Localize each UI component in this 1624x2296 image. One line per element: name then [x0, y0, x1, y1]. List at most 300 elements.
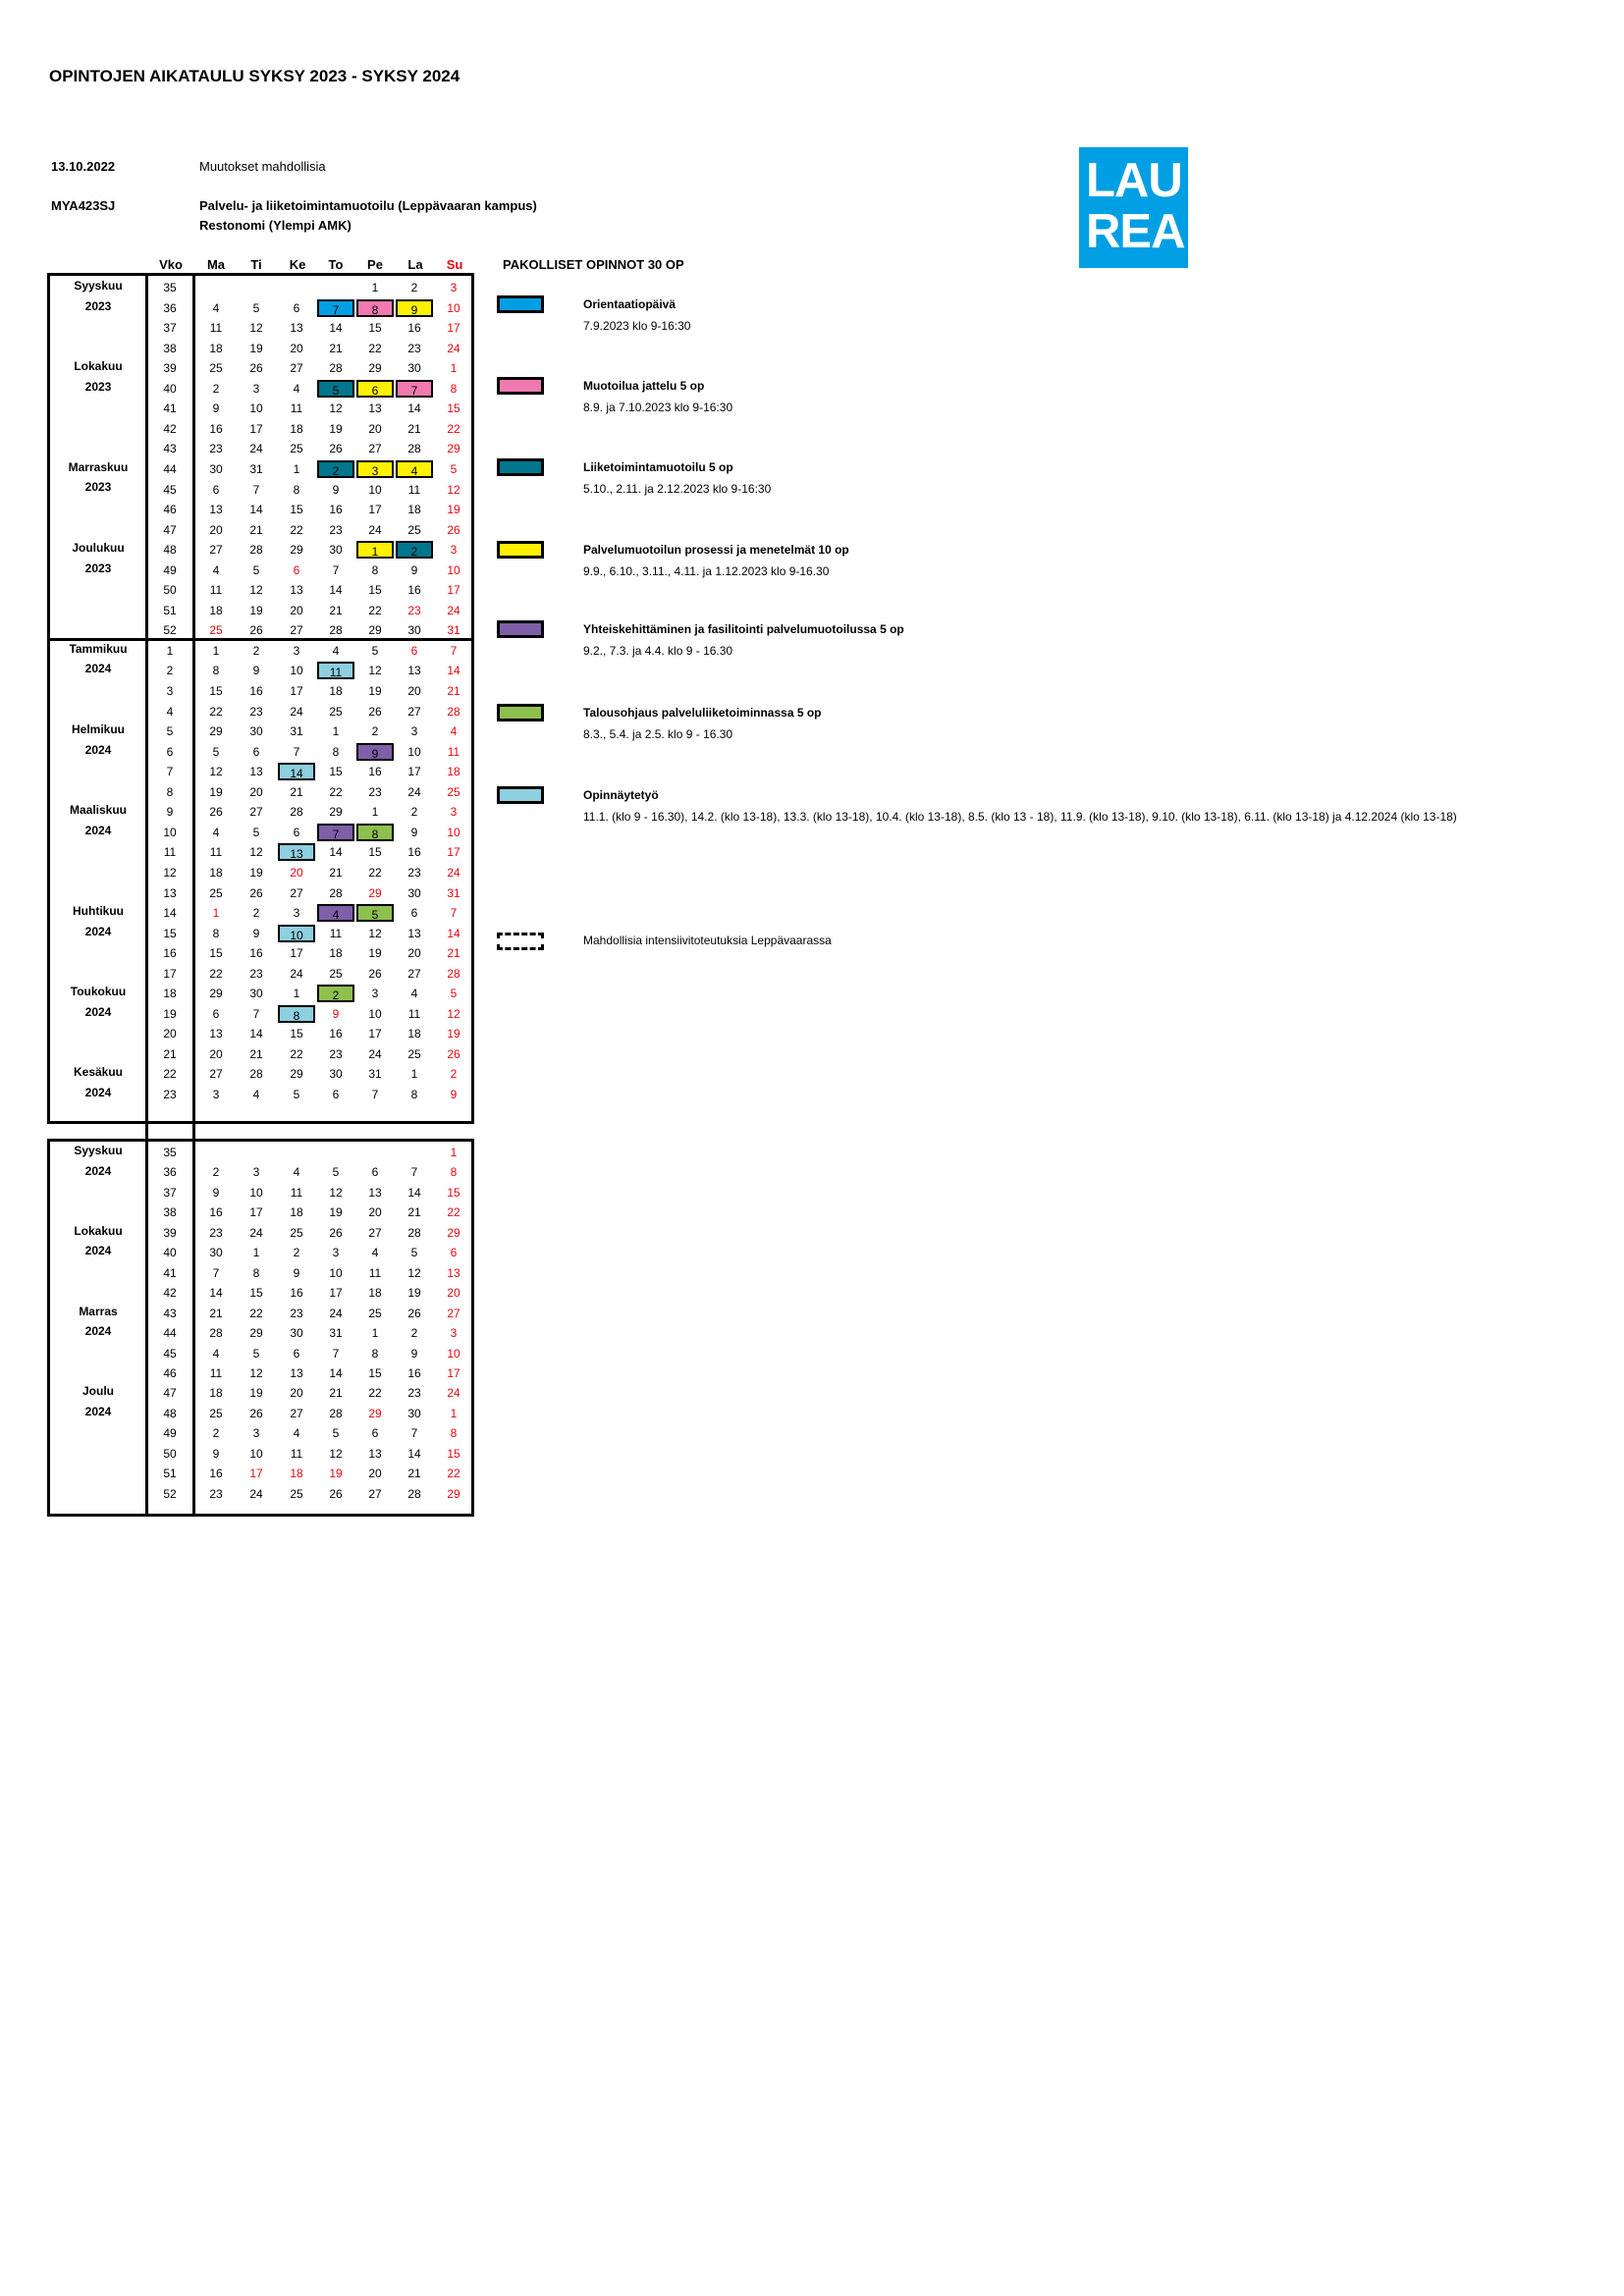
day-cell: 30 [407, 1406, 421, 1420]
day-cell: 31 [447, 623, 460, 638]
day-cell: 9 [356, 743, 394, 761]
week-number: 45 [163, 1346, 177, 1361]
day-cell: 7 [317, 824, 354, 841]
day-cell: 29 [290, 543, 303, 558]
week-number: 9 [166, 805, 174, 820]
week-number: 17 [163, 966, 177, 981]
day-cell: 25 [329, 966, 343, 981]
day-cell: 12 [329, 1185, 343, 1200]
page-title: OPINTOJEN AIKATAULU SYKSY 2023 - SYKSY 2024 [49, 67, 460, 85]
day-cell: 3 [450, 543, 458, 558]
day-cell: 29 [329, 805, 343, 820]
day-cell: 3 [450, 1326, 458, 1341]
day-cell: 1 [332, 724, 340, 739]
day-cell: 17 [290, 946, 303, 961]
day-cell: 12 [249, 321, 263, 336]
year-label: 2023 [84, 480, 112, 495]
changes-note: Muutokset mahdollisia [199, 159, 326, 174]
day-cell: 12 [249, 845, 263, 860]
month-label: Marras [79, 1304, 118, 1318]
day-cell: 8 [212, 664, 220, 678]
day-cell: 20 [290, 1386, 303, 1401]
day-cell: 11 [209, 321, 223, 336]
day-cell [238, 279, 275, 296]
day-cell: 2 [410, 805, 418, 820]
legend-title: Palvelumuotoilun prosessi ja menetelmät 10 op [583, 543, 849, 557]
day-cell: 13 [368, 1446, 382, 1461]
year-label: 2024 [84, 662, 112, 676]
day-cell: 31 [290, 724, 303, 739]
day-cell: 24 [290, 704, 303, 719]
day-cell: 17 [447, 583, 460, 598]
day-cell: 22 [447, 1467, 460, 1481]
week-number: 19 [163, 1006, 177, 1021]
day-cell: 21 [249, 522, 263, 537]
day-cell: 5 [332, 1165, 340, 1180]
day-cell: 24 [447, 865, 460, 880]
day-cell: 21 [290, 784, 303, 799]
week-number: 7 [166, 765, 174, 779]
day-cell: 31 [368, 1067, 382, 1082]
day-cell: 13 [447, 1265, 460, 1280]
legend-swatch [497, 620, 544, 638]
day-cell: 10 [329, 1265, 343, 1280]
day-cell [356, 1144, 394, 1161]
day-cell: 30 [329, 1067, 343, 1082]
day-cell: 18 [290, 1467, 303, 1481]
day-cell: 18 [329, 684, 343, 698]
day-cell: 23 [368, 784, 382, 799]
legend-swatch [497, 933, 544, 950]
day-cell: 2 [371, 724, 379, 739]
day-cell: 6 [371, 1426, 379, 1441]
day-cell: 23 [209, 1225, 223, 1240]
day-cell: 5 [252, 1346, 260, 1361]
day-cell: 29 [368, 361, 382, 376]
legend-detail: 5.10., 2.11. ja 2.12.2023 klo 9-16:30 [583, 482, 772, 496]
day-cell: 2 [317, 460, 354, 478]
day-cell: 7 [293, 744, 300, 759]
legend-swatch [497, 541, 544, 559]
day-cell: 22 [368, 341, 382, 355]
day-cell: 21 [329, 865, 343, 880]
day-cell: 3 [450, 805, 458, 820]
day-cell: 7 [252, 482, 260, 497]
day-cell: 14 [329, 321, 343, 336]
day-cell: 23 [407, 603, 421, 617]
day-cell: 29 [447, 442, 460, 456]
day-cell: 8 [450, 1165, 458, 1180]
day-cell: 10 [368, 482, 382, 497]
day-cell: 25 [290, 1486, 303, 1501]
day-cell: 7 [332, 1346, 340, 1361]
week-number: 13 [163, 885, 177, 900]
month-label: Huhtikuu [73, 904, 124, 919]
day-cell: 6 [293, 825, 300, 839]
day-cell: 17 [249, 421, 263, 436]
day-cell: 25 [290, 1225, 303, 1240]
day-cell: 1 [293, 461, 300, 476]
day-cell: 11 [290, 1446, 303, 1461]
day-cell: 1 [212, 643, 220, 658]
day-cell: 4 [332, 643, 340, 658]
day-cell: 5 [252, 562, 260, 577]
day-cell: 12 [447, 1006, 460, 1021]
day-cell: 11 [407, 482, 421, 497]
day-cell: 29 [209, 724, 223, 739]
week-number: 11 [163, 845, 177, 860]
day-cell: 1 [212, 906, 220, 921]
day-cell: 4 [212, 562, 220, 577]
day-cell: 17 [249, 1205, 263, 1220]
day-cell: 27 [368, 442, 382, 456]
day-cell: 18 [209, 603, 223, 617]
year-label: 2024 [84, 1404, 112, 1418]
day-cell: 11 [209, 845, 223, 860]
day-cell: 16 [407, 583, 421, 598]
column-header-ma: Ma [206, 257, 226, 272]
day-cell: 16 [209, 1205, 223, 1220]
day-cell: 10 [447, 300, 460, 315]
day-cell: 29 [368, 885, 382, 900]
day-cell: 22 [249, 1306, 263, 1320]
month-label: Kesäkuu [73, 1065, 124, 1080]
day-cell: 27 [290, 1406, 303, 1420]
day-cell: 17 [407, 765, 421, 779]
day-cell: 27 [447, 1306, 460, 1320]
week-number: 20 [163, 1027, 177, 1041]
day-cell: 2 [317, 985, 354, 1002]
week-number: 6 [166, 744, 174, 759]
year-label: 2024 [84, 742, 112, 757]
day-cell: 7 [371, 1088, 379, 1101]
day-cell: 6 [212, 1006, 220, 1021]
day-cell: 25 [209, 1406, 223, 1420]
year-label: 2024 [84, 1244, 112, 1258]
month-label: Joulu [82, 1384, 114, 1399]
month-label: Maaliskuu [69, 803, 128, 818]
day-cell: 24 [249, 1486, 263, 1501]
day-cell: 23 [329, 522, 343, 537]
day-cell [396, 1144, 433, 1161]
day-cell: 9 [252, 926, 260, 940]
day-cell: 17 [447, 321, 460, 336]
day-cell: 13 [278, 843, 315, 861]
day-cell: 20 [447, 1286, 460, 1301]
day-cell: 10 [407, 744, 421, 759]
day-cell: 3 [293, 643, 300, 658]
day-cell: 26 [407, 1306, 421, 1320]
day-cell: 24 [447, 603, 460, 617]
month-label: Marraskuu [68, 459, 129, 474]
day-cell: 4 [293, 1165, 300, 1180]
day-cell: 13 [209, 503, 223, 517]
day-cell: 5 [293, 1088, 300, 1101]
day-cell: 7 [317, 299, 354, 317]
day-cell: 15 [329, 765, 343, 779]
week-number: 35 [163, 1146, 177, 1159]
day-cell: 6 [293, 1346, 300, 1361]
day-cell: 31 [329, 1326, 343, 1341]
day-cell: 28 [447, 704, 460, 719]
day-cell: 24 [290, 966, 303, 981]
legend-detail: 9.9., 6.10., 3.11., 4.11. ja 1.12.2023 klo 9-16.30 [583, 564, 830, 578]
day-cell: 12 [447, 482, 460, 497]
day-cell: 8 [252, 1265, 260, 1280]
day-cell: 19 [249, 341, 263, 355]
day-cell: 6 [293, 562, 300, 577]
day-cell: 15 [368, 583, 382, 598]
day-cell: 3 [356, 460, 394, 478]
week-number: 35 [163, 281, 177, 294]
day-cell: 6 [410, 643, 418, 658]
day-cell: 4 [293, 381, 300, 396]
day-cell: 5 [450, 987, 458, 1001]
day-cell: 20 [368, 421, 382, 436]
day-cell: 10 [290, 664, 303, 678]
day-cell: 13 [290, 321, 303, 336]
day-cell: 22 [447, 1205, 460, 1220]
week-number: 4 [166, 704, 174, 719]
day-cell: 22 [329, 784, 343, 799]
week-number: 43 [163, 1306, 177, 1320]
year-label: 2024 [84, 924, 112, 938]
day-cell: 4 [317, 904, 354, 922]
day-cell: 6 [356, 380, 394, 398]
month-label: Toukokuu [70, 985, 127, 999]
legend-swatch [497, 786, 544, 804]
day-cell: 7 [332, 562, 340, 577]
day-cell: 6 [212, 482, 220, 497]
day-cell: 7 [396, 380, 433, 398]
day-cell: 15 [209, 946, 223, 961]
day-cell: 21 [209, 1306, 223, 1320]
week-number: 1 [166, 643, 174, 658]
legend-title: Orientaatiopäivä [583, 297, 677, 311]
week-number: 48 [163, 1406, 177, 1420]
day-cell: 17 [249, 1467, 263, 1481]
day-cell: 19 [447, 1027, 460, 1041]
day-cell: 25 [290, 442, 303, 456]
day-cell: 28 [329, 1406, 343, 1420]
day-cell: 13 [407, 664, 421, 678]
day-cell: 18 [329, 946, 343, 961]
day-cell: 15 [249, 1286, 263, 1301]
day-cell: 24 [249, 442, 263, 456]
day-cell: 23 [329, 1046, 343, 1061]
laurea-logo [1079, 147, 1188, 268]
day-cell: 2 [212, 1426, 220, 1441]
day-cell: 15 [290, 503, 303, 517]
day-cell: 14 [447, 664, 460, 678]
day-cell: 2 [450, 1067, 458, 1082]
day-cell: 18 [407, 503, 421, 517]
day-cell: 21 [329, 603, 343, 617]
day-cell: 13 [407, 926, 421, 940]
day-cell: 8 [212, 926, 220, 940]
day-cell: 18 [209, 1386, 223, 1401]
day-cell: 20 [290, 341, 303, 355]
day-cell: 3 [450, 281, 458, 294]
day-cell: 27 [209, 1067, 223, 1082]
day-cell: 23 [407, 341, 421, 355]
day-cell [317, 279, 354, 296]
day-cell: 12 [368, 926, 382, 940]
day-cell: 23 [249, 966, 263, 981]
week-number: 43 [163, 442, 177, 456]
year-label: 2024 [84, 1085, 112, 1099]
day-cell: 22 [290, 522, 303, 537]
day-cell: 2 [212, 381, 220, 396]
year-label: 2023 [84, 561, 112, 575]
day-cell: 20 [290, 603, 303, 617]
week-number: 42 [163, 1286, 177, 1301]
day-cell: 1 [410, 1067, 418, 1082]
day-cell: 15 [447, 1446, 460, 1461]
day-cell: 3 [252, 1426, 260, 1441]
day-cell: 17 [368, 503, 382, 517]
day-cell: 21 [249, 1046, 263, 1061]
week-number: 15 [163, 926, 177, 940]
day-cell: 14 [407, 1446, 421, 1461]
day-cell: 29 [368, 623, 382, 638]
year-label: 2024 [84, 1324, 112, 1339]
month-label: Joulukuu [72, 541, 125, 556]
day-cell: 17 [447, 845, 460, 860]
week-number: 41 [163, 1265, 177, 1280]
day-cell: 29 [209, 987, 223, 1001]
day-cell: 6 [293, 300, 300, 315]
day-cell: 25 [407, 522, 421, 537]
column-header-vko: Vko [159, 257, 183, 272]
day-cell: 22 [209, 966, 223, 981]
day-cell: 14 [249, 503, 263, 517]
legend-detail: 9.2., 7.3. ja 4.4. klo 9 - 16.30 [583, 644, 733, 658]
day-cell: 19 [407, 1286, 421, 1301]
week-number: 40 [163, 381, 177, 396]
day-cell: 20 [368, 1205, 382, 1220]
day-cell [317, 1144, 354, 1161]
day-cell: 4 [293, 1426, 300, 1441]
day-cell: 12 [329, 1446, 343, 1461]
week-number: 47 [163, 1386, 177, 1401]
day-cell: 13 [209, 1027, 223, 1041]
day-cell: 18 [447, 765, 460, 779]
day-cell [197, 1144, 235, 1161]
week-number: 50 [163, 1446, 177, 1461]
day-cell: 24 [249, 1225, 263, 1240]
week-number: 12 [163, 865, 177, 880]
day-cell: 13 [368, 401, 382, 416]
day-cell: 28 [447, 966, 460, 981]
day-cell: 11 [290, 401, 303, 416]
day-cell: 21 [329, 341, 343, 355]
day-cell: 16 [368, 765, 382, 779]
year-label: 2024 [84, 823, 112, 837]
day-cell: 13 [249, 765, 263, 779]
day-cell: 16 [249, 946, 263, 961]
day-cell: 1 [371, 281, 379, 294]
day-cell: 9 [332, 1006, 340, 1021]
calendar-grid [0, 0, 491, 1531]
week-number: 18 [163, 987, 177, 1001]
day-cell: 4 [212, 825, 220, 839]
day-cell: 28 [329, 623, 343, 638]
day-cell: 9 [212, 401, 220, 416]
day-cell: 25 [209, 885, 223, 900]
day-cell: 22 [368, 865, 382, 880]
day-cell: 30 [290, 1326, 303, 1341]
day-cell: 27 [290, 623, 303, 638]
day-cell: 13 [368, 1185, 382, 1200]
day-cell: 14 [329, 845, 343, 860]
day-cell: 27 [249, 805, 263, 820]
day-cell: 26 [329, 1486, 343, 1501]
day-cell: 8 [371, 562, 379, 577]
legend-swatch [497, 295, 544, 313]
day-cell: 4 [396, 460, 433, 478]
legend-title: Opinnäytetyö [583, 788, 659, 802]
day-cell: 2 [293, 1246, 300, 1260]
day-cell: 8 [450, 1426, 458, 1441]
day-cell: 18 [407, 1027, 421, 1041]
day-cell: 21 [329, 1386, 343, 1401]
day-cell: 28 [209, 1326, 223, 1341]
day-cell: 1 [371, 1326, 379, 1341]
week-number: 38 [163, 341, 177, 355]
day-cell [197, 279, 235, 296]
day-cell: 16 [329, 503, 343, 517]
day-cell: 24 [447, 341, 460, 355]
day-cell: 16 [209, 1467, 223, 1481]
day-cell: 19 [368, 946, 382, 961]
week-number: 2 [166, 664, 174, 678]
week-number: 39 [163, 1225, 177, 1240]
day-cell: 26 [329, 442, 343, 456]
day-cell: 30 [329, 543, 343, 558]
week-number: 40 [163, 1246, 177, 1260]
day-cell: 8 [450, 381, 458, 396]
day-cell: 20 [209, 1046, 223, 1061]
day-cell: 1 [371, 805, 379, 820]
day-cell: 25 [368, 1306, 382, 1320]
day-cell: 6 [371, 1165, 379, 1180]
day-cell: 5 [450, 461, 458, 476]
day-cell: 10 [249, 1185, 263, 1200]
day-cell: 12 [368, 664, 382, 678]
day-cell: 28 [329, 361, 343, 376]
day-cell: 28 [407, 442, 421, 456]
day-cell: 18 [290, 1205, 303, 1220]
day-cell: 9 [410, 562, 418, 577]
day-cell: 26 [249, 1406, 263, 1420]
day-cell: 31 [447, 885, 460, 900]
month-label: Syyskuu [74, 1144, 123, 1157]
day-cell: 15 [368, 845, 382, 860]
day-cell: 9 [396, 299, 433, 317]
day-cell: 10 [278, 925, 315, 942]
week-number: 38 [163, 1205, 177, 1220]
week-number: 16 [163, 946, 177, 961]
legend-detail: 8.9. ja 7.10.2023 klo 9-16:30 [583, 400, 733, 414]
day-cell: 1 [252, 1246, 260, 1260]
month-label: Lokakuu [74, 359, 123, 374]
day-cell: 16 [290, 1286, 303, 1301]
week-number: 21 [163, 1046, 177, 1061]
week-number: 44 [163, 461, 177, 476]
week-number: 45 [163, 482, 177, 497]
day-cell: 18 [209, 341, 223, 355]
